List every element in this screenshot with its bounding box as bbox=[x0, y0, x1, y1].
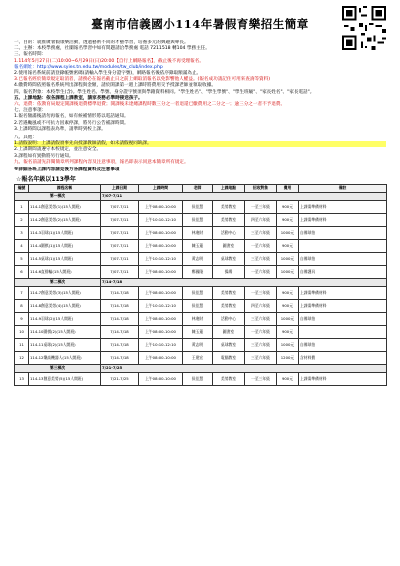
table-row bbox=[15, 214, 387, 227]
cell-fee: 900元 bbox=[277, 326, 299, 339]
column-header: 上課日期 bbox=[101, 185, 139, 193]
cell-time: 上午08:00-10:00 bbox=[139, 313, 183, 326]
stage-row bbox=[15, 365, 387, 373]
cell-target: 三至六年級 bbox=[245, 227, 277, 240]
cell-teacher: 侯佳慧 bbox=[183, 214, 213, 227]
cell-name: 114-13創意美勞(5)(15人開班) bbox=[29, 373, 101, 386]
cell-note: 自備護具 bbox=[299, 266, 387, 279]
cell-fee: 1000元 bbox=[277, 227, 299, 240]
cell-target: 四至六年級 bbox=[245, 300, 277, 313]
column-header: 費用 bbox=[277, 185, 299, 193]
cell-no: 2 bbox=[15, 214, 29, 227]
cell-note: 自備球拍 bbox=[299, 313, 387, 326]
cell-date: 7/14-7/18 bbox=[101, 352, 139, 365]
info-line: 1.114年5月27日(二)10:00~6月29日(日)20:00【自行上網路報名】，截止後不再受理報名。 bbox=[14, 58, 204, 64]
cell-place: 活動中心 bbox=[213, 227, 245, 240]
cell-no: 10 bbox=[15, 326, 29, 339]
category-title: ☆報名年級以113學年 bbox=[16, 176, 76, 184]
stage-label: 第二梯次 bbox=[15, 279, 101, 287]
cell-place: 美勞教室 bbox=[213, 201, 245, 214]
info-line: 1.報名額滿後請勿再報名，如有候補情形將以電話通知。 bbox=[14, 114, 129, 120]
info-line: 2.使用報名系統前請登錄帳號密碼(請輸入學生身分證字號)，網路報名後依序錄取額滿為止。 bbox=[14, 71, 202, 77]
table-row bbox=[15, 240, 387, 253]
cell-place: 美勞教室 bbox=[213, 300, 245, 313]
stage-label: 第三梯次 bbox=[15, 365, 101, 373]
section-header: ※詳細各班上課內容請見後方各課程資料及注意事項 bbox=[14, 167, 120, 173]
table-row bbox=[15, 352, 387, 365]
cell-note bbox=[299, 240, 387, 253]
cell-target: 一至三年級 bbox=[245, 201, 277, 214]
cell-target: 一至三年級 bbox=[245, 373, 277, 386]
cell-place: 電腦教室 bbox=[213, 352, 245, 365]
cell-fee: 1000元 bbox=[277, 339, 299, 352]
cell-fee: 900元 bbox=[277, 240, 299, 253]
cell-date: 7/14-7/18 bbox=[101, 326, 139, 339]
cell-note: 含材料費 bbox=[299, 352, 387, 365]
cell-note: 上課需準備材料 bbox=[299, 373, 387, 386]
cell-no: 7 bbox=[15, 287, 29, 300]
cell-target: 一至三年級 bbox=[245, 287, 277, 300]
cell-no: 13 bbox=[15, 373, 29, 386]
table-body bbox=[15, 193, 387, 386]
notice-line: 九、報名前請先詳閱簡章所列課程內容及注意事項，報名即表示同意本簡章所有規定。 bbox=[14, 159, 189, 165]
cell-note: 自備球拍 bbox=[299, 339, 387, 352]
cell-note bbox=[299, 326, 387, 339]
cell-date: 7/14-7/18 bbox=[101, 287, 139, 300]
cell-target: 三至六年級 bbox=[245, 253, 277, 266]
cell-no: 9 bbox=[15, 313, 29, 326]
notice-line: 2.上課期間請遵守本校規定，並注意安全。 bbox=[14, 147, 102, 153]
stage-row bbox=[15, 193, 387, 201]
table-row bbox=[15, 201, 387, 214]
cell-teacher: 陳玉蓮 bbox=[183, 326, 213, 339]
cell-no: 1 bbox=[15, 201, 29, 214]
info-line: 六、退費：依教育局規定開課後退費標準退費；開課後未達總課程時數三分之一者退還已繳費用之二分之一；逾三分之一者不予退費。 bbox=[14, 102, 286, 108]
column-header: 編號 bbox=[15, 185, 29, 193]
cell-time: 上午10:10-12:10 bbox=[139, 214, 183, 227]
cell-note: 自備球拍 bbox=[299, 227, 387, 240]
stage-dates: 7/14-7/18 bbox=[101, 279, 387, 287]
cell-name: 114-5桌球(1)(15人開班) bbox=[29, 253, 101, 266]
cell-date: 7/07-7/11 bbox=[101, 266, 139, 279]
info-line: 2.若遇颱風或不可抗力因素停課，將另行公告補課時間。 bbox=[14, 120, 129, 126]
cell-note: 上課需準備材料 bbox=[299, 214, 387, 227]
cell-teacher: 黃志明 bbox=[183, 339, 213, 352]
cell-place: 桌球教室 bbox=[213, 339, 245, 352]
column-header: 課程名稱 bbox=[29, 185, 101, 193]
cell-place: 美勞教室 bbox=[213, 214, 245, 227]
cell-name: 114-4圍棋(1)(15人開班) bbox=[29, 240, 101, 253]
table-row bbox=[15, 253, 387, 266]
cell-name: 114-9羽球(2)(15人開班) bbox=[29, 313, 101, 326]
table-row bbox=[15, 227, 387, 240]
cell-target: 三至六年級 bbox=[245, 352, 277, 365]
cell-name: 114-6直排輪(15人開班) bbox=[29, 266, 101, 279]
cell-name: 114-3羽球(1)(15人開班) bbox=[29, 227, 101, 240]
page-title: 臺南市信義國小114年暑假育樂招生簡章 bbox=[91, 17, 309, 31]
cell-date: 7/07-7/11 bbox=[101, 201, 139, 214]
cell-place: 操場 bbox=[213, 266, 245, 279]
info-line: 三、報名時間： bbox=[14, 52, 47, 58]
cell-name: 114-2創意美勞(2)(15人開班) bbox=[29, 214, 101, 227]
cell-place: 桌球教室 bbox=[213, 253, 245, 266]
cell-place: 美勞教室 bbox=[213, 373, 245, 386]
table-row bbox=[15, 326, 387, 339]
cell-target: 一至六年級 bbox=[245, 266, 277, 279]
table-row bbox=[15, 300, 387, 313]
cell-note: 自備球拍 bbox=[299, 253, 387, 266]
cell-no: 5 bbox=[15, 253, 29, 266]
cell-fee: 900元 bbox=[277, 287, 299, 300]
cell-time: 上午08:00-10:00 bbox=[139, 201, 183, 214]
cell-fee: 900元 bbox=[277, 201, 299, 214]
cell-teacher: 侯佳慧 bbox=[183, 201, 213, 214]
column-header: 備註 bbox=[299, 185, 387, 193]
cell-no: 3 bbox=[15, 227, 29, 240]
cell-no: 12 bbox=[15, 352, 29, 365]
cell-time: 上午10:10-12:10 bbox=[139, 253, 183, 266]
cell-time: 上午08:00-10:00 bbox=[139, 352, 183, 365]
column-header: 上課時間 bbox=[139, 185, 183, 193]
cell-note: 上課需準備材料 bbox=[299, 287, 387, 300]
cell-fee: 1200元 bbox=[277, 352, 299, 365]
cell-teacher: 黃志明 bbox=[183, 253, 213, 266]
table-row bbox=[15, 266, 387, 279]
info-line: 4.繳費時間依照報名系統列出課程與金額，請於開課第一週上課時將費用交予授課老師並領取收據。 bbox=[14, 83, 216, 89]
cell-teacher: 林進財 bbox=[183, 227, 213, 240]
table-row bbox=[15, 373, 387, 386]
notice-line: 1.請假說明：上課請假須事先向授課教師請假，如未請假視同缺課。 bbox=[14, 141, 386, 147]
cell-note: 上課需準備材料 bbox=[299, 201, 387, 214]
cell-fee: 900元 bbox=[277, 300, 299, 313]
cell-place: 圖書室 bbox=[213, 240, 245, 253]
stage-dates: 7/21-7/25 bbox=[101, 365, 387, 373]
cell-date: 7/21-7/25 bbox=[101, 373, 139, 386]
stage-dates: 7/07-7/11 bbox=[101, 193, 387, 201]
table-row bbox=[15, 287, 387, 300]
cell-fee: 1000元 bbox=[277, 253, 299, 266]
info-line: 五、上課地點：依各課程上課教室，請家長務必準時接送孩子。 bbox=[14, 95, 143, 101]
cell-date: 7/07-7/11 bbox=[101, 214, 139, 227]
cell-name: 114-1創意美勞(1)(15人開班) bbox=[29, 201, 101, 214]
cell-name: 114-11桌球(2)(15人開班) bbox=[29, 339, 101, 352]
cell-teacher: 侯佳慧 bbox=[183, 373, 213, 386]
cell-place: 美勞教室 bbox=[213, 287, 245, 300]
cell-place: 圖書室 bbox=[213, 326, 245, 339]
column-header: 招收對象 bbox=[245, 185, 277, 193]
cell-teacher: 林進財 bbox=[183, 313, 213, 326]
cell-no: 11 bbox=[15, 339, 29, 352]
cell-name: 114-8創意美勞(4)(15人開班) bbox=[29, 300, 101, 313]
cell-note: 上課需準備材料 bbox=[299, 300, 387, 313]
cell-target: 四至六年級 bbox=[245, 214, 277, 227]
table-row bbox=[15, 313, 387, 326]
cell-time: 上午10:10-12:10 bbox=[139, 300, 183, 313]
cell-time: 上午08:00-10:00 bbox=[139, 240, 183, 253]
info-line: 報名網址：http://www.syies.tn.edu.tw/modules/tw_club/index.php bbox=[14, 64, 163, 70]
info-line: 二、主辦：本校學務處，社團報名學習中如有問題請洽學務處 電話 7211518 轉104 學務主任。 bbox=[14, 46, 210, 52]
cell-time: 上午08:00-10:00 bbox=[139, 326, 183, 339]
cell-name: 114-7創意美勞(3)(15人開班) bbox=[29, 287, 101, 300]
cell-teacher: 陳玉蓮 bbox=[183, 240, 213, 253]
info-sections bbox=[14, 40, 386, 133]
column-header: 老師 bbox=[183, 185, 213, 193]
cell-date: 7/14-7/18 bbox=[101, 313, 139, 326]
cell-name: 114-10圍棋(2)(15人開班) bbox=[29, 326, 101, 339]
info-line: 3.上課時間以課程表為準，請準時到校上課。 bbox=[14, 126, 106, 132]
info-line: 四、報名對象：本校學生(含)。學生姓名、學號、身分證字號須與學籍資料相同。"學生姓名"、"學生學號"、"學生班級"、"家長姓名"、"家長電話"。 bbox=[14, 89, 315, 95]
cell-target: 一至六年級 bbox=[245, 326, 277, 339]
cell-teacher: 侯佳慧 bbox=[183, 287, 213, 300]
info-line: 3.已報名經於簡章規定取消者，請務必在報名截止日之前上網取消報名以免影響他人權益。(報名成功請記住可用來查詢等資料) bbox=[14, 77, 271, 83]
cell-target: 三至六年級 bbox=[245, 313, 277, 326]
cell-time: 上午10:10-12:10 bbox=[139, 339, 183, 352]
notice-line: 八、其他： bbox=[14, 135, 37, 141]
notice-sections bbox=[14, 135, 386, 166]
cell-date: 7/07-7/11 bbox=[101, 227, 139, 240]
course-table bbox=[14, 184, 387, 386]
cell-time: 上午08:00-10:00 bbox=[139, 227, 183, 240]
cell-no: 6 bbox=[15, 266, 29, 279]
cell-teacher: 鄭國隆 bbox=[183, 266, 213, 279]
table-row bbox=[15, 339, 387, 352]
cell-date: 7/07-7/11 bbox=[101, 253, 139, 266]
cell-date: 7/07-7/11 bbox=[101, 240, 139, 253]
cell-name: 114-12樂高機器人(15人開班) bbox=[29, 352, 101, 365]
qr-code-icon bbox=[342, 6, 386, 50]
cell-teacher: 王建宏 bbox=[183, 352, 213, 365]
info-line: 一、目的：就推廣暑假康樂活動，透過藝術不同的才藝學習，培養多元的興趣與專長。 bbox=[14, 40, 189, 45]
cell-teacher: 侯佳慧 bbox=[183, 300, 213, 313]
cell-place: 活動中心 bbox=[213, 313, 245, 326]
info-line: 七、注意事項： bbox=[14, 108, 47, 114]
cell-time: 上午08:00-10:00 bbox=[139, 287, 183, 300]
cell-target: 三至六年級 bbox=[245, 339, 277, 352]
cell-fee: 900元 bbox=[277, 214, 299, 227]
column-header: 上課地點 bbox=[213, 185, 245, 193]
cell-target: 一至六年級 bbox=[245, 240, 277, 253]
cell-time: 上午08:00-10:00 bbox=[139, 373, 183, 386]
cell-no: 4 bbox=[15, 240, 29, 253]
cell-date: 7/14-7/18 bbox=[101, 339, 139, 352]
cell-fee: 1000元 bbox=[277, 313, 299, 326]
cell-fee: 1000元 bbox=[277, 266, 299, 279]
table-header-row bbox=[15, 185, 387, 193]
cell-time: 上午08:00-10:00 bbox=[139, 266, 183, 279]
cell-fee: 900元 bbox=[277, 373, 299, 386]
stage-row bbox=[15, 279, 387, 287]
notice-line: 3.課程如有異動將另行通知。 bbox=[14, 153, 74, 159]
cell-no: 8 bbox=[15, 300, 29, 313]
cell-date: 7/14-7/18 bbox=[101, 300, 139, 313]
stage-label: 第一梯次 bbox=[15, 193, 101, 201]
